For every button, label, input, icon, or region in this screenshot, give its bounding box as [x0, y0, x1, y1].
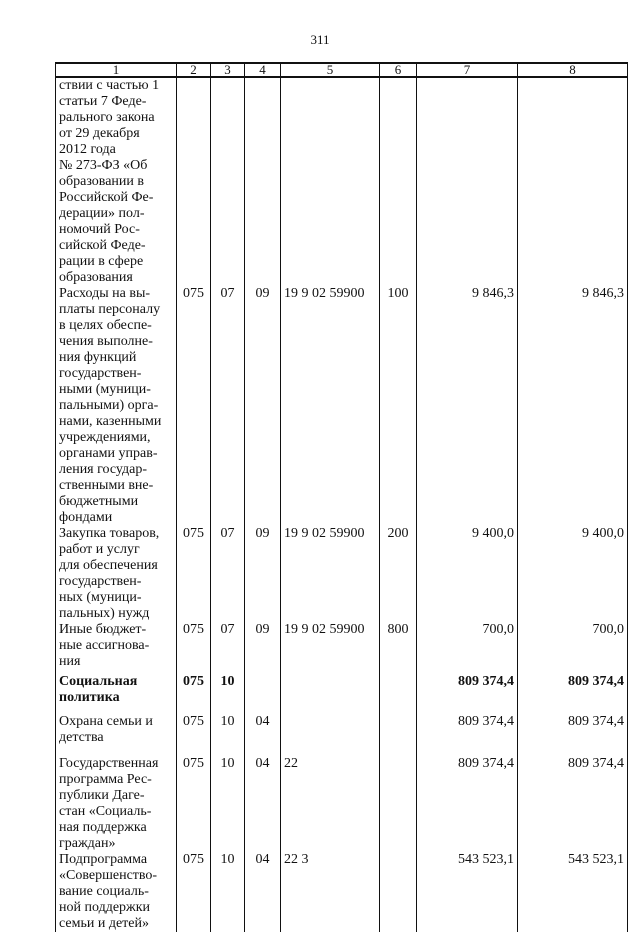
budget-table: [55, 62, 628, 932]
admin-code-text: 075: [183, 622, 204, 637]
subsection-code-text: 09: [255, 526, 270, 541]
expense-type-code: [380, 714, 417, 756]
amount-col-7-text: 543 523,1: [458, 852, 514, 867]
section-code: [211, 852, 245, 932]
col-header-1: 1: [56, 63, 177, 77]
table-row: [56, 622, 628, 674]
row-name-text: ствии с частью 1 статьи 7 Феде- рального закона от 29 декабря 2012 года № 273-ФЗ «Об образовании в Российской Фе- дерации» пол- номочий Рос- сийской Феде- рации в сфере образования: [59, 78, 160, 285]
target-article-code: [281, 756, 380, 852]
target-article-code-text: 22 3: [284, 852, 309, 867]
row-name-text: Охрана семьи и детства: [59, 714, 153, 745]
subsection-code: [245, 674, 281, 714]
row-name-text: Подпрограмма «Совершенство- вание социаль- ной поддержки семьи и детей»: [59, 852, 158, 931]
amount-col-8-text: 543 523,1: [568, 852, 624, 867]
admin-code: [177, 526, 211, 622]
target-article-code-text: 22: [284, 756, 298, 771]
expense-type-code: [380, 674, 417, 714]
expense-type-code: [380, 852, 417, 932]
amount-col-7: [417, 714, 518, 756]
subsection-code-text: 09: [255, 622, 270, 637]
table-row: [56, 674, 628, 714]
admin-code: [177, 286, 211, 526]
section-code: [211, 622, 245, 674]
subsection-code-text: 04: [255, 714, 270, 729]
header-row: [56, 63, 628, 77]
col-header-4: 4: [245, 63, 281, 77]
target-article-code: [281, 526, 380, 622]
table-row: [56, 714, 628, 756]
page-number: 311: [310, 32, 330, 47]
amount-col-7: [417, 852, 518, 932]
admin-code-text: 075: [183, 714, 204, 729]
subsection-code: [245, 77, 281, 286]
section-code: [211, 77, 245, 286]
expense-type-code: [380, 526, 417, 622]
amount-col-7: [417, 756, 518, 852]
amount-col-8: [518, 622, 628, 674]
section-code: [211, 674, 245, 714]
amount-col-8-text: 700,0: [592, 622, 624, 637]
amount-col-8: [518, 756, 628, 852]
row-name: [56, 622, 177, 674]
row-name-text: Социальная политика: [59, 674, 138, 705]
table-row: [56, 286, 628, 526]
row-name-text: Закупка товаров, работ и услуг для обеспечения государствен- ных (муници- пальных) нужд: [59, 526, 160, 621]
subsection-code: [245, 714, 281, 756]
section-code-text: 10: [220, 756, 235, 771]
target-article-code-text: 19 9 02 59900: [284, 286, 365, 301]
amount-col-7: [417, 674, 518, 714]
amount-col-8: [518, 526, 628, 622]
amount-col-7: [417, 286, 518, 526]
col-header-2: 2: [177, 63, 211, 77]
row-name: [56, 674, 177, 714]
amount-col-7-text: 9 400,0: [472, 526, 514, 541]
amount-col-8: [518, 674, 628, 714]
row-name: [56, 756, 177, 852]
target-article-code: [281, 852, 380, 932]
table-row: [56, 526, 628, 622]
section-code: [211, 714, 245, 756]
amount-col-7: [417, 622, 518, 674]
amount-col-8: [518, 852, 628, 932]
expense-type-code: [380, 622, 417, 674]
row-name: [56, 286, 177, 526]
col-header-7: 7: [417, 63, 518, 77]
col-header-8: 8: [518, 63, 628, 77]
target-article-code-text: 19 9 02 59900: [284, 526, 365, 541]
amount-col-8-text: 9 846,3: [582, 286, 624, 301]
admin-code-text: 075: [183, 674, 204, 689]
col-header-6: 6: [380, 63, 417, 77]
row-name: [56, 852, 177, 932]
subsection-code: [245, 852, 281, 932]
amount-col-8: [518, 714, 628, 756]
target-article-code: [281, 674, 380, 714]
amount-col-8-text: 9 400,0: [582, 526, 624, 541]
admin-code-text: 075: [183, 286, 204, 301]
amount-col-7-text: 809 374,4: [458, 714, 514, 729]
amount-col-7-text: 700,0: [482, 622, 514, 637]
amount-col-8: [518, 77, 628, 286]
amount-col-8-text: 809 374,4: [568, 714, 624, 729]
expense-type-code-text: 800: [387, 622, 409, 637]
target-article-code: [281, 622, 380, 674]
admin-code: [177, 714, 211, 756]
section-code-text: 07: [220, 286, 235, 301]
admin-code-text: 075: [183, 756, 204, 771]
table-body: [56, 77, 628, 932]
amount-col-7: [417, 526, 518, 622]
section-code-text: 07: [220, 622, 235, 637]
col-header-5: 5: [281, 63, 380, 77]
row-name-text: Иные бюджет- ные ассигнова- ния: [59, 622, 150, 669]
row-name-text: Расходы на вы- платы персоналу в целях обеспе- чения выполне- ния функций государствен- ными (муници- пальными) орга- нами, казенными учреждениями, органами управ- ления государ- ственными вне- бюджетными фондами: [59, 286, 162, 525]
subsection-code: [245, 286, 281, 526]
section-code: [211, 756, 245, 852]
section-code-text: 10: [220, 674, 235, 689]
admin-code: [177, 674, 211, 714]
amount-col-8: [518, 286, 628, 526]
subsection-code-text: 04: [255, 756, 270, 771]
target-article-code: [281, 77, 380, 286]
amount-col-7-text: 9 846,3: [472, 286, 514, 301]
row-name-text: Государственная программа Рес- публики Даге- стан «Социаль- ная поддержка граждан»: [59, 756, 159, 851]
table-row: [56, 77, 628, 286]
admin-code-text: 075: [183, 526, 204, 541]
section-code: [211, 526, 245, 622]
expense-type-code-text: 100: [387, 286, 409, 301]
subsection-code-text: 09: [255, 286, 270, 301]
subsection-code-text: 04: [255, 852, 270, 867]
table-row: [56, 852, 628, 932]
target-article-code-text: 19 9 02 59900: [284, 622, 365, 637]
row-name: [56, 714, 177, 756]
expense-type-code: [380, 286, 417, 526]
expense-type-code: [380, 77, 417, 286]
subsection-code: [245, 622, 281, 674]
amount-col-7-text: 809 374,4: [458, 756, 514, 771]
table-row: [56, 756, 628, 852]
amount-col-7: [417, 77, 518, 286]
admin-code: [177, 852, 211, 932]
row-name: [56, 526, 177, 622]
target-article-code: [281, 714, 380, 756]
target-article-code: [281, 286, 380, 526]
amount-col-8-text: 809 374,4: [568, 674, 624, 689]
col-header-3: 3: [211, 63, 245, 77]
admin-code: [177, 77, 211, 286]
expense-type-code-text: 200: [387, 526, 409, 541]
section-code-text: 10: [220, 852, 235, 867]
section-code-text: 10: [220, 714, 235, 729]
admin-code-text: 075: [183, 852, 204, 867]
subsection-code: [245, 756, 281, 852]
amount-col-8-text: 809 374,4: [568, 756, 624, 771]
amount-col-7-text: 809 374,4: [458, 674, 514, 689]
admin-code: [177, 756, 211, 852]
expense-type-code: [380, 756, 417, 852]
admin-code: [177, 622, 211, 674]
row-name: [56, 77, 177, 286]
section-code: [211, 286, 245, 526]
subsection-code: [245, 526, 281, 622]
section-code-text: 07: [220, 526, 235, 541]
